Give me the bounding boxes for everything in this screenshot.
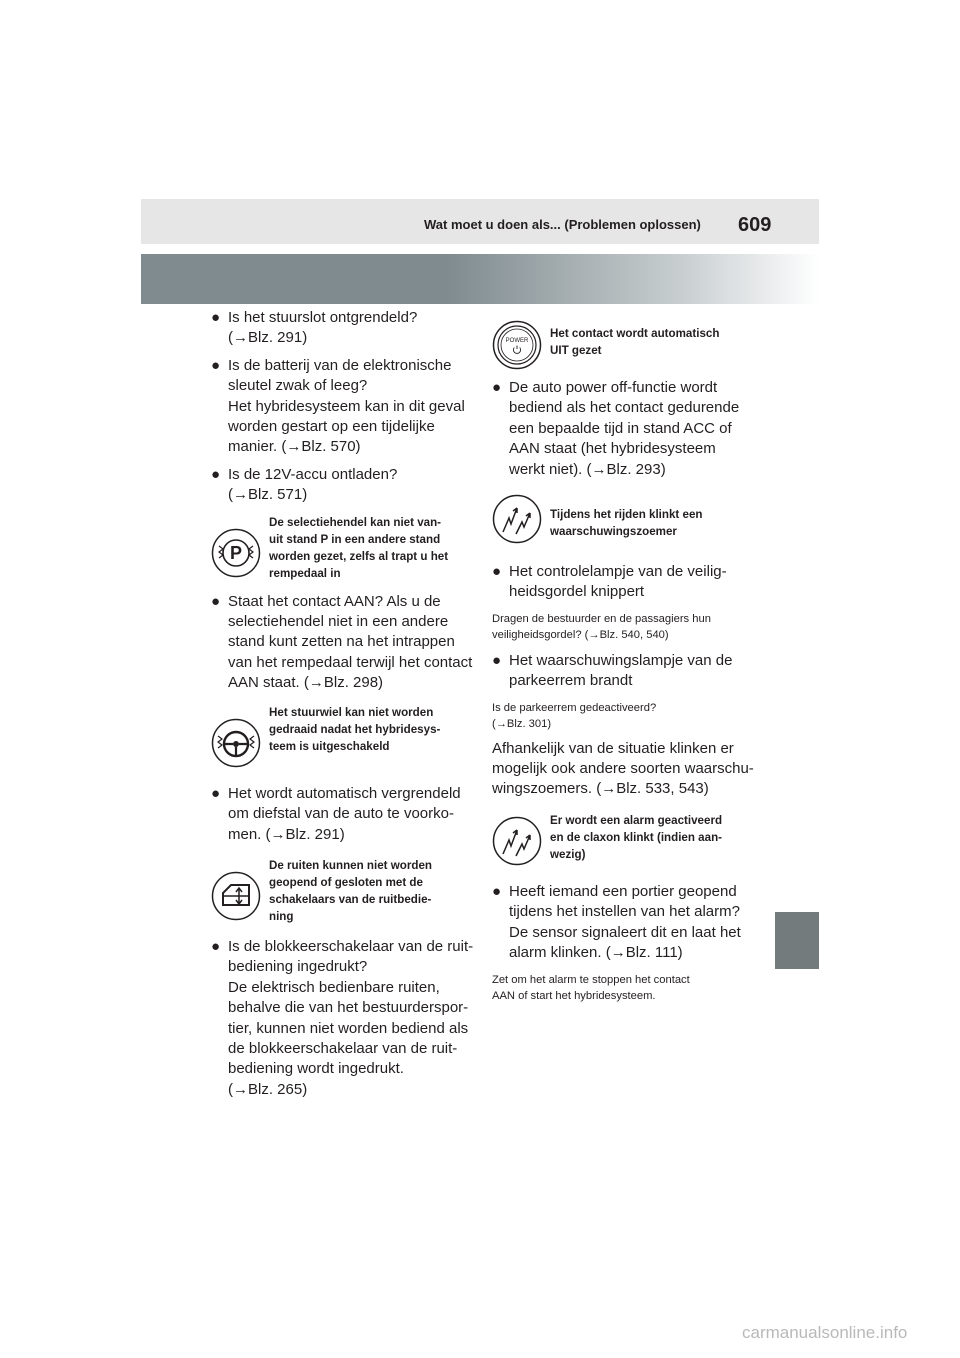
- caption-row: [211, 514, 476, 586]
- bullet-icon: ●: [211, 309, 221, 326]
- note-text: Is de parkeerrem gedeactiveerd? (→Blz. 301): [492, 701, 657, 730]
- caption-row: [492, 812, 757, 878]
- bullet-item: ● Is de blokkeerschakelaar van de ruit- bediening ingedrukt? De elektrisch bedienbare ruiten, behalve die van het bestuurderspor- tier, kunnen niet worden bediend als de blokkeerschakelaar van de ruit- bediening wordt ingedrukt. (→Blz. 265): [211, 937, 474, 1098]
- bullet-icon: ●: [211, 784, 221, 802]
- bullet-item: ● Is het stuurslot ontgrendeld? (→Blz. 291): [211, 309, 418, 347]
- note-text: Zet om het alarm te stoppen het contact AAN of start het hybridesysteem.: [492, 973, 690, 1002]
- caption-text: Tijdens het rijden klinkt een waarschuwingszoemer: [550, 508, 703, 539]
- power-button-icon: [492, 320, 542, 370]
- bullet-icon: ●: [492, 379, 502, 396]
- bullet-icon: ●: [211, 937, 221, 955]
- bullet-icon: ●: [211, 356, 221, 374]
- bullet-item: ● Het wordt automatisch vergrendeld om diefstal van de auto te voorko- men. (→Blz. 291): [211, 784, 461, 843]
- power-label: POWER: [505, 338, 529, 344]
- bullet-icon: ●: [492, 563, 502, 581]
- bullet-item: ● Heeft iemand een portier geopend tijdens het instellen van het alarm? De sensor signaleert dit en laat het alarm klinken. (→Blz. 111): [492, 882, 741, 962]
- section-band: [141, 254, 820, 304]
- warning-buzzer-icon: [492, 494, 542, 544]
- bullet-item: ● Het waarschuwingslampje van de parkeerrem brandt: [492, 651, 733, 690]
- bullet-item: ● De auto power off-functie wordt bediend als het contact gedurende een bepaalde tijd in stand ACC of AAN staat (het hybridesysteem werkt niet). (→Blz. 293): [492, 379, 740, 478]
- shift-lock-p-icon: [211, 528, 261, 578]
- watermark: carmanualsonline.info: [742, 1323, 908, 1342]
- alarm-icon: [492, 816, 542, 866]
- bullet-item: ● Het controlelampje van de veilig- heidsgordel knippert: [492, 563, 727, 601]
- caption-text: De ruiten kunnen niet worden geopend of gesloten met de schakelaars van de ruitbedie- ning: [269, 858, 432, 923]
- caption-row: [211, 857, 476, 931]
- bullet-item: ● Staat het contact AAN? Als u de selectiehendel niet in een andere stand kunt zetten na het intrappen van het rempedaal terwijl het contact AAN staat. (→Blz. 298): [211, 592, 473, 692]
- caption-row: [211, 704, 476, 780]
- caption-text: Het contact wordt automatisch UIT gezet: [550, 327, 720, 357]
- bullet-item: ● Is de 12V-accu ontladen? (→Blz. 571): [211, 465, 398, 504]
- running-header: Wat moet u doen als... (Problemen oplossen): [424, 217, 701, 232]
- caption-text: Er wordt een alarm geactiveerd en de claxon klinkt (indien aan- wezig): [550, 813, 723, 861]
- bullet-icon: ●: [492, 882, 502, 900]
- bullet-icon: ●: [211, 592, 221, 610]
- steering-wheel-icon: [211, 718, 261, 768]
- window-switch-icon: [211, 871, 261, 921]
- caption-text: Het stuurwiel kan niet worden gedraaid nadat het hybridesys- teem is uitgeschakeld: [269, 705, 441, 753]
- bullet-icon: ●: [492, 651, 502, 669]
- caption-row: [492, 494, 757, 558]
- caption-row: [492, 320, 757, 378]
- paragraph: Afhankelijk van de situatie klinken er mogelijk ook andere soorten waarschu- wingszoemers. (→Blz. 533, 543): [492, 739, 754, 798]
- svg-text:P: P: [229, 542, 243, 563]
- left-column: [211, 308, 476, 1100]
- bullet-icon: ●: [211, 465, 221, 483]
- chapter-tab: [775, 912, 819, 969]
- bullet-item: ● Is de batterij van de elektronische sleutel zwak of leeg? Het hybridesysteem kan in dit geval worden gestart op een tijdelijke manier. (→Blz. 570): [211, 356, 465, 456]
- page-number: 609: [738, 214, 772, 236]
- note-text: Dragen de bestuurder en de passagiers hun veiligheidsgordel? (→Blz. 540, 540): [492, 612, 711, 641]
- caption-text: De selectiehendel kan niet van- uit stand P in een andere stand worden gezet, zelfs al trapt u het rempedaal in: [269, 515, 449, 580]
- right-column: [492, 320, 757, 1004]
